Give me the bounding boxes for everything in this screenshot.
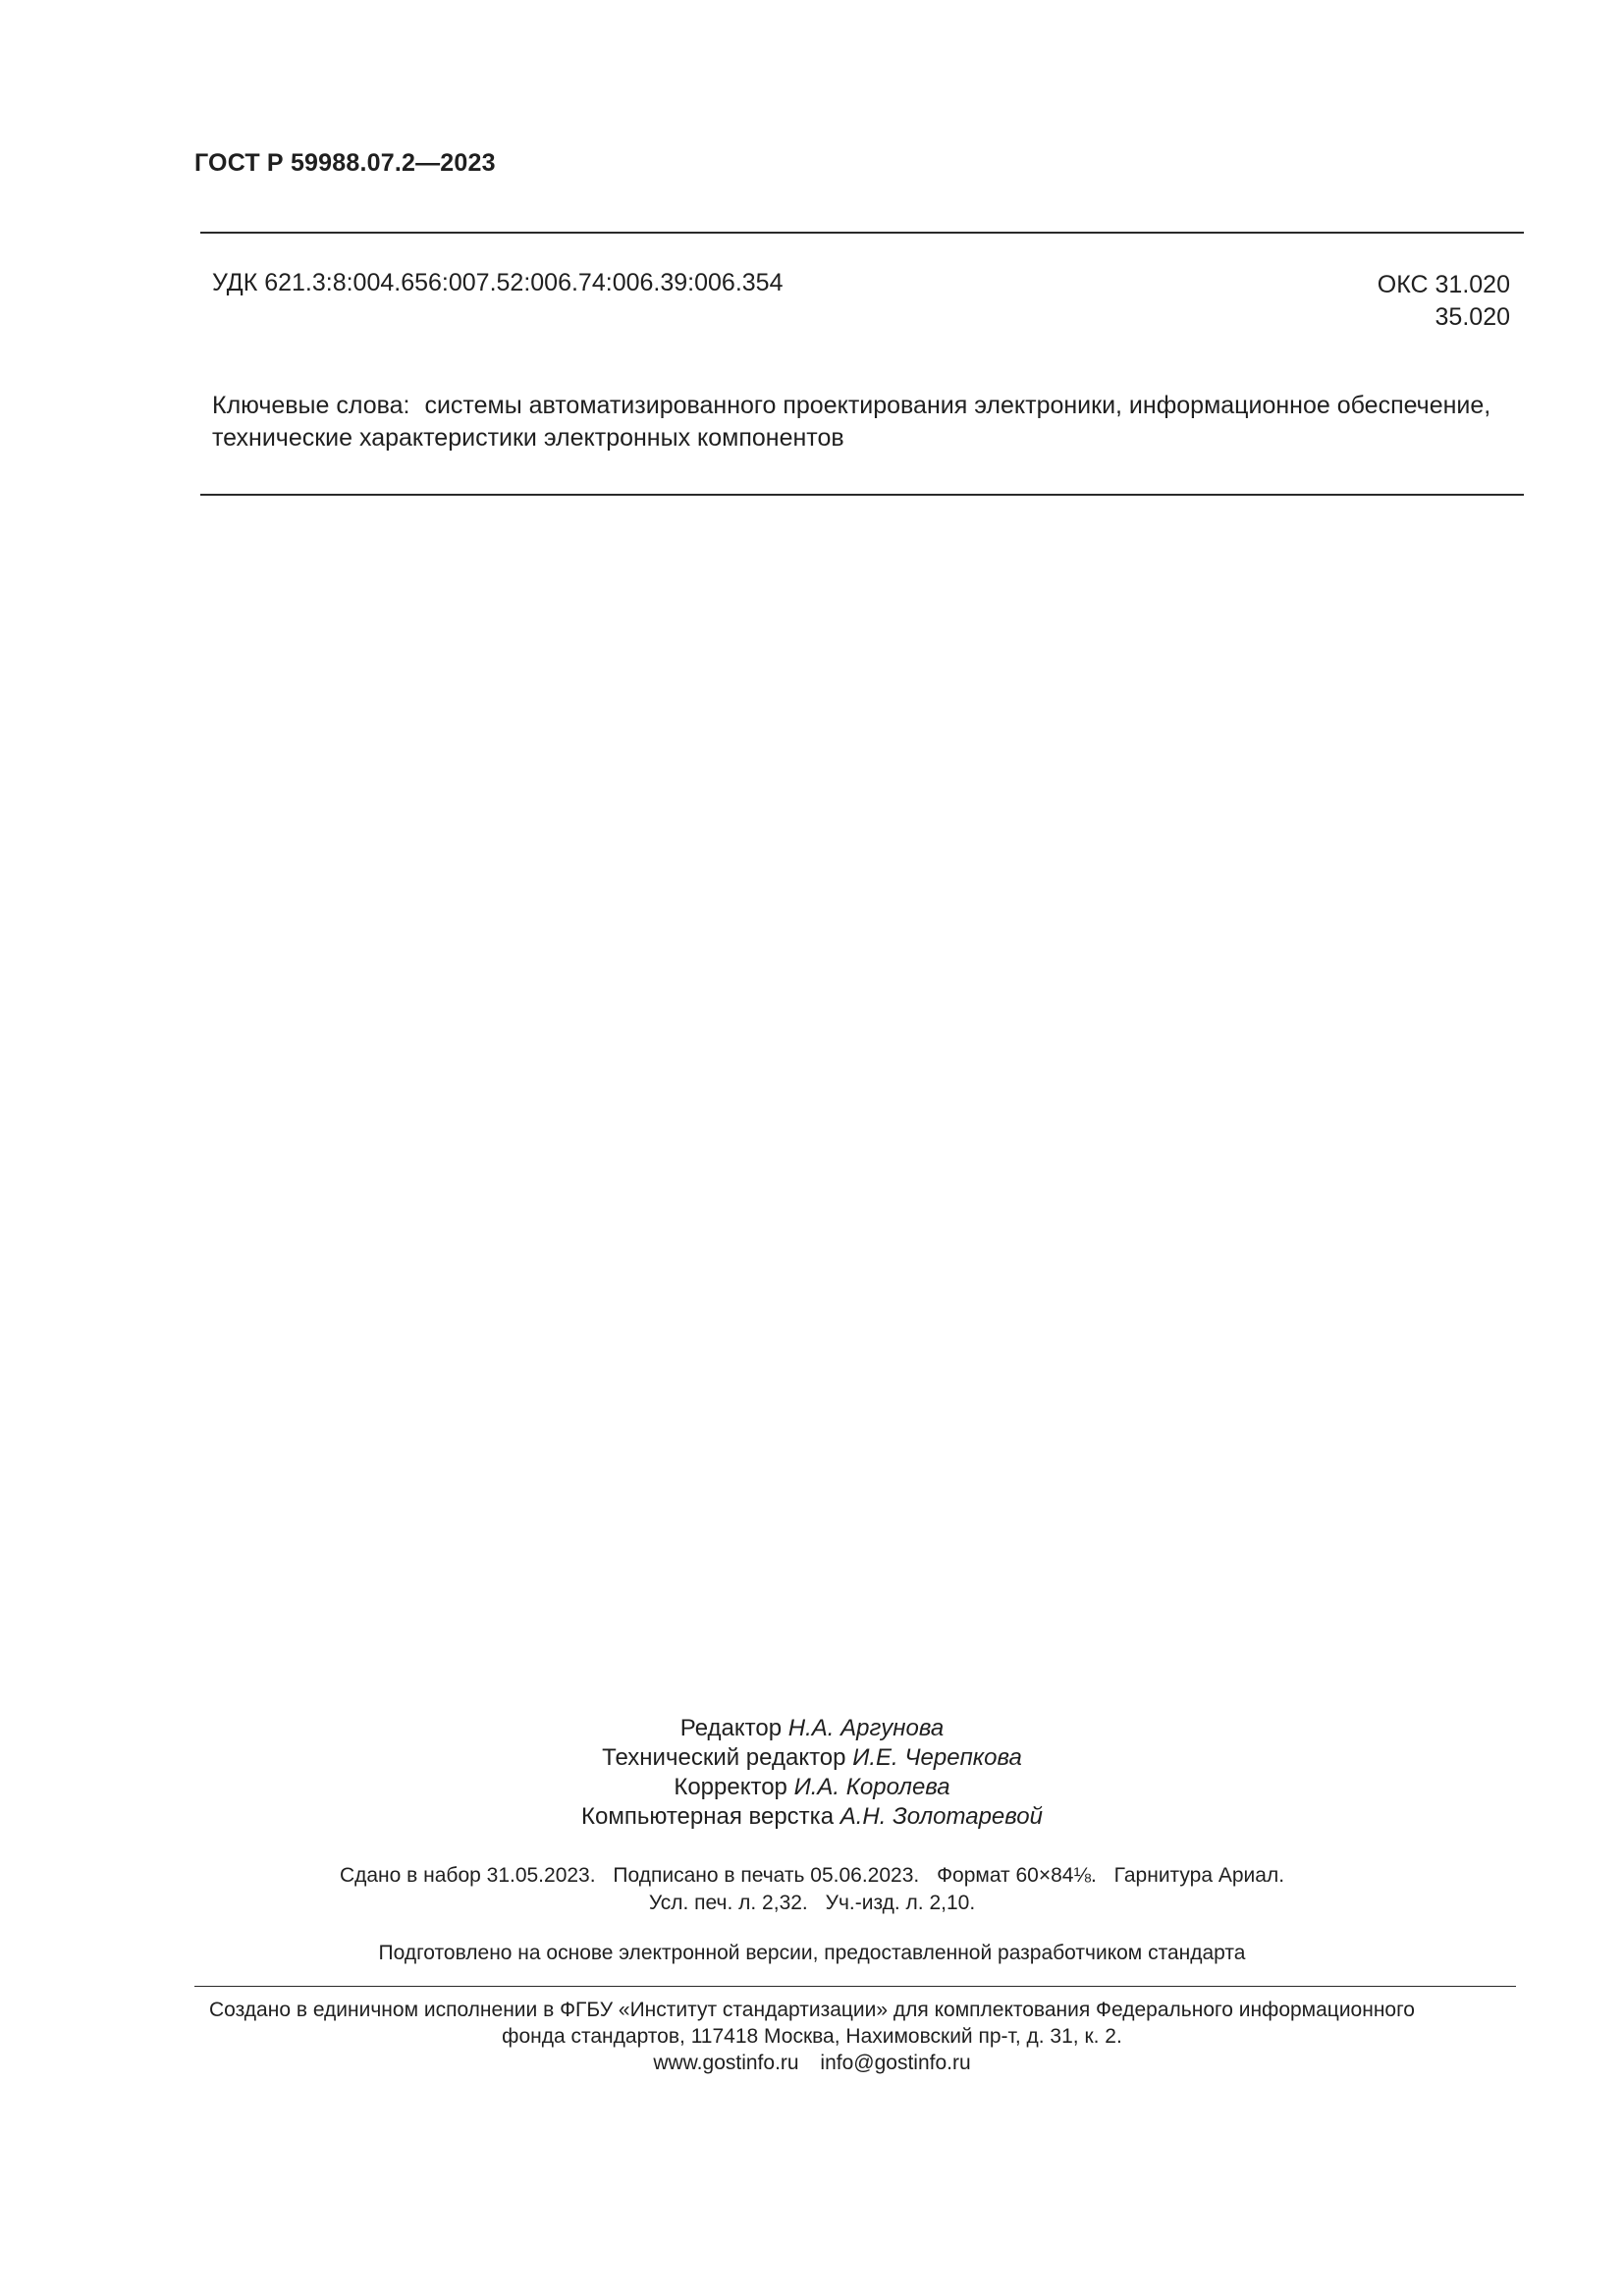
oks-code-line2: 35.020: [1435, 303, 1510, 331]
imprint-line2: фонда стандартов, 117418 Москва, Нахимовский пр-т, д. 31, к. 2.: [502, 2025, 1122, 2048]
keywords-label: Ключевые слова:: [212, 392, 410, 419]
credit-technical-editor: [0, 1743, 1624, 1773]
credit-role: Технический редактор: [602, 1744, 846, 1771]
print-info-line1: [0, 1862, 1624, 1890]
credit-editor: [0, 1714, 1624, 1743]
print-info-line2: [0, 1890, 1624, 1917]
udk-code: УДК 621.3:8:004.656:007.52:006.74:006.39:006.354: [212, 269, 784, 296]
standard-code: ГОСТ Р 59988.07.2—2023: [194, 149, 496, 177]
signed-date: Подписано в печать 05.06.2023.: [613, 1864, 920, 1887]
credit-person: А.Н. Золотаревой: [839, 1803, 1043, 1830]
keywords-text: системы автоматизированного проектирования электроники, информационное обеспечение, технические характеристики электронных компонентов: [212, 392, 1491, 452]
keywords-divider: [200, 494, 1524, 496]
imprint-line1: Создано в единичном исполнении в ФГБУ «Институт стандартизации» для комплектования Федерального информационного: [209, 1999, 1415, 2021]
prepared-note: Подготовлено на основе электронной версии, предоставленной разработчиком стандарта: [378, 1942, 1246, 1964]
submitted-date: Сдано в набор 31.05.2023.: [339, 1864, 596, 1887]
oks-codes: [1378, 269, 1510, 334]
credit-proofreader: [0, 1773, 1624, 1802]
keywords-block: [212, 390, 1518, 454]
typeface: Гарнитура Ариал.: [1113, 1864, 1285, 1887]
credit-person: И.Е. Черепкова: [852, 1744, 1022, 1771]
print-info-block: [0, 1862, 1624, 1917]
imprint-divider: [194, 1986, 1516, 1987]
publisher-sheets: Уч.-изд. л. 2,10.: [825, 1892, 976, 1914]
credit-role: Редактор: [679, 1715, 783, 1741]
email-link[interactable]: info@gostinfo.ru: [820, 2052, 971, 2074]
credit-person: Н.А. Аргунова: [787, 1715, 945, 1741]
top-divider: [200, 232, 1524, 234]
credits-block: [0, 1714, 1624, 1832]
credit-role: Компьютерная верстка: [581, 1803, 835, 1830]
paper-format: Формат 60×84⅛.: [937, 1864, 1097, 1887]
website-link[interactable]: www.gostinfo.ru: [653, 2052, 799, 2074]
credit-layout: [0, 1802, 1624, 1832]
print-sheets: Усл. печ. л. 2,32.: [648, 1892, 808, 1914]
credit-role: Корректор: [674, 1774, 787, 1800]
oks-code-line1: ОКС 31.020: [1377, 271, 1510, 298]
imprint-block: [0, 1997, 1624, 2076]
imprint-links: [0, 2050, 1624, 2076]
credit-person: И.А. Королева: [793, 1774, 950, 1800]
